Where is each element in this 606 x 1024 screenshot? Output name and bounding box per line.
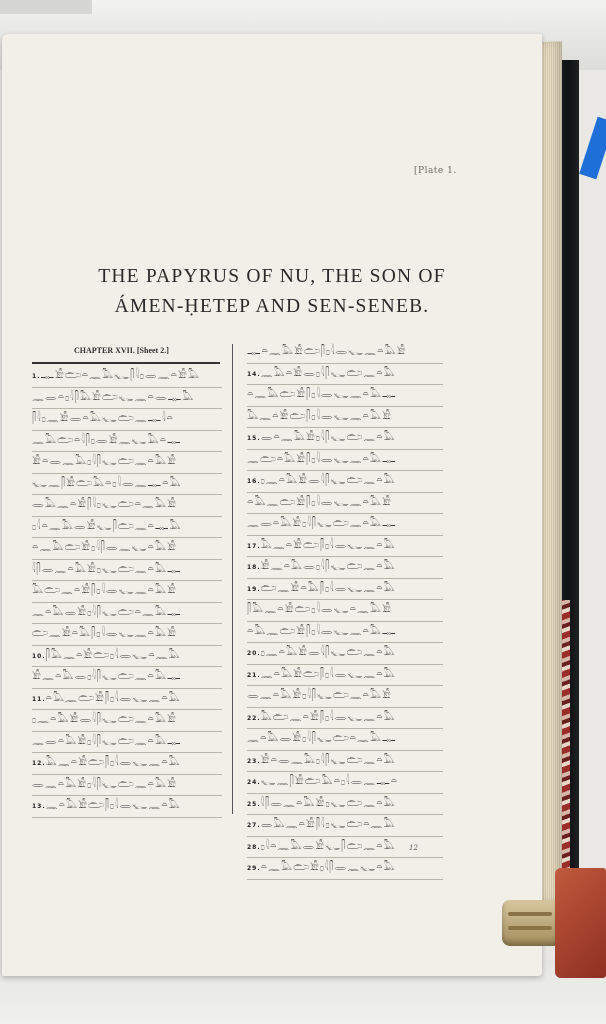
line-number: 25. (247, 800, 261, 808)
hieroglyph-line (247, 514, 443, 536)
hieroglyph-text: 𓇋𓋴𓂋𓈖𓏏𓅓𓀀𓊪𓆑𓂧𓈖𓏏𓅓 (260, 797, 396, 809)
hieroglyph-line (32, 431, 222, 453)
hieroglyph-line (247, 600, 443, 622)
hieroglyph-line (247, 815, 443, 837)
line-number: 14. (247, 370, 261, 378)
hieroglyph-line (247, 493, 443, 515)
hieroglyph-text: 𓏏𓅓𓈖𓂧𓀀𓋴𓊪𓇋𓂋𓆑𓈖𓏏𓅓𓀀 (247, 496, 393, 508)
hieroglyph-line (32, 495, 222, 517)
hieroglyph-text: 𓀀𓏏𓂋𓈖𓅓𓊪𓇋𓋴𓆑𓂧𓈖𓏏𓅓𓀀 (32, 456, 178, 467)
hieroglyph-line (32, 474, 222, 496)
line-number: 23. (247, 757, 261, 765)
line-number: 1. (32, 373, 41, 380)
line-number: 19. (247, 585, 261, 593)
hieroglyph-text: 𓂧𓈖𓀀𓏏𓅓𓋴𓊪𓇋𓂋𓆑𓈖𓏏𓅓𓀀 (32, 628, 178, 639)
hieroglyph-text: 𓂋𓅓𓈖𓏏𓀀𓋴𓇋𓊪𓆑𓂧𓏏𓈖𓅓 (260, 819, 396, 830)
hieroglyph-line (247, 665, 443, 687)
blue-tape (579, 117, 606, 180)
hieroglyph-text: 𓂋𓏏𓈖𓅓𓀀𓊪𓇋𓋴𓆑𓂧𓈖𓏏𓅓 (260, 432, 396, 443)
hieroglyph-line (32, 796, 222, 818)
hieroglyph-text: 𓈖𓅓𓏏𓀀𓂋𓊪𓇋𓋴𓆑𓂧𓈖𓏏𓅓 (260, 367, 396, 379)
stone-weight (555, 868, 606, 978)
background-strip (0, 0, 92, 14)
hieroglyph-column-right (247, 342, 443, 880)
hieroglyph-line (247, 579, 443, 601)
hieroglyph-text: 𓅓𓂧𓈖𓏏𓀀𓋴𓊪𓇋𓂋𓆑𓈖𓏏𓅓 (260, 711, 396, 723)
hieroglyph-line (247, 858, 443, 880)
hieroglyph-text: 𓅓𓂧𓈖𓏏𓀀𓋴𓊪𓇋𓂋𓆑𓈖𓏏𓅓𓀀 (32, 585, 178, 596)
hieroglyph-text: 𓈖𓏏𓅓𓂋𓀀𓊪𓇋𓋴𓆑𓂧𓏏𓈖𓅓𓊃 (247, 733, 397, 744)
hieroglyph-text: 𓈖𓂋𓏏𓅓𓀀𓊪𓇋𓋴𓆑𓂧𓈖𓏏𓅓𓊃 (247, 518, 397, 529)
hieroglyph-text: 𓂋𓈖𓏏𓅓𓀀𓊪𓇋𓋴𓆑𓂧𓈖𓏏𓅓𓀀 (247, 690, 393, 701)
hieroglyph-column-left (32, 366, 222, 818)
page-title-line-1: THE PAPYRUS OF NU, THE SON OF (98, 266, 446, 287)
line-number: 15. (247, 435, 261, 442)
hieroglyph-text: 𓊪𓇋𓏏𓈖𓅓𓂋𓀀𓆑𓋴𓂧𓈖𓏏𓊃𓅓 (32, 520, 182, 532)
hieroglyph-text: 𓅓𓈖𓏏𓀀𓂧𓋴𓊪𓇋𓂋𓆑𓈖𓏏𓅓 (45, 757, 181, 768)
hieroglyph-line (32, 517, 222, 539)
line-number: 24. (247, 779, 261, 786)
hieroglyph-text: 𓈖𓅓𓂧𓏏𓇋𓋴𓊪𓂋𓀀𓈖𓆑𓅓𓏏𓊃 (32, 434, 182, 446)
hieroglyph-line (247, 643, 443, 665)
hieroglyph-line (32, 775, 222, 797)
hieroglyph-text: 𓏏𓈖𓅓𓂧𓀀𓊪𓇋𓋴𓂋𓈖𓆑𓏏𓅓 (260, 862, 396, 873)
hieroglyph-line (247, 364, 443, 386)
hieroglyph-text: 𓅓𓈖𓏏𓀀𓂧𓋴𓊪𓇋𓂋𓆑𓈖𓏏𓅓𓀀 (247, 410, 393, 422)
page-number: 12 (409, 844, 418, 852)
book-page (2, 34, 542, 976)
hieroglyph-line (32, 366, 222, 388)
column-divider (232, 344, 233, 814)
hieroglyph-text: 𓏏𓅓𓈖𓂧𓀀𓋴𓊪𓇋𓂋𓆑𓈖𓏏𓅓𓊃 (247, 625, 397, 637)
hieroglyph-line (32, 689, 222, 711)
line-number: 28. (247, 843, 261, 851)
hieroglyph-line (247, 471, 443, 493)
hieroglyph-text: 𓀀𓈖𓏏𓅓𓂋𓊪𓇋𓋴𓆑𓂧𓈖𓏏𓅓𓊃 (32, 671, 182, 682)
hieroglyph-line (247, 385, 443, 407)
line-number: 29. (247, 865, 261, 872)
hieroglyph-text: 𓊪𓈖𓏏𓅓𓀀𓂋𓇋𓋴𓆑𓂧𓈖𓏏𓅓 (260, 475, 396, 486)
hieroglyph-line (247, 450, 443, 472)
hieroglyph-text: 𓈖𓂋𓏏𓊪𓇋𓋴𓅓𓀀𓂧𓆑𓈖𓏏𓂋𓊃𓅓 (32, 391, 195, 403)
hieroglyph-line (247, 686, 443, 708)
hieroglyph-line (247, 342, 443, 364)
hieroglyph-line (32, 388, 222, 410)
line-number: 12. (32, 760, 46, 767)
hieroglyph-text: 𓊪𓈖𓏏𓅓𓀀𓂋𓇋𓋴𓆑𓂧𓈖𓏏𓅓𓀀 (32, 714, 178, 725)
hieroglyph-line (32, 560, 222, 582)
hieroglyph-line (32, 624, 222, 646)
line-number: 11. (32, 695, 46, 703)
hieroglyph-text: 𓈖𓏏𓅓𓀀𓂧𓋴𓊪𓇋𓂋𓆑𓈖𓏏𓅓 (45, 800, 181, 811)
hieroglyph-text: 𓊃𓏏𓈖𓅓𓀀𓂧𓋴𓊪𓇋𓂋𓆑𓈖𓏏𓅓𓀀 (247, 346, 407, 357)
hieroglyph-line (247, 708, 443, 730)
heading-rule (32, 362, 220, 364)
hieroglyph-text: 𓋴𓇋𓊪𓈖𓀀𓂋𓏏𓅓𓆑𓂧𓈖𓊃𓇋𓏏 (32, 413, 174, 424)
line-number: 13. (32, 803, 46, 810)
line-number: 20. (247, 650, 261, 657)
hieroglyph-text: 𓏏𓅓𓈖𓂧𓀀𓋴𓊪𓇋𓂋𓆑𓈖𓏏𓅓 (45, 692, 181, 704)
hieroglyph-line (32, 667, 222, 689)
hieroglyph-line (247, 751, 443, 773)
hieroglyph-line (247, 622, 443, 644)
hieroglyph-text: 𓀀𓈖𓏏𓅓𓂋𓊪𓇋𓋴𓆑𓂧𓈖𓏏𓅓 (260, 561, 396, 572)
hieroglyph-text: 𓅓𓈖𓏏𓀀𓂧𓋴𓊪𓇋𓂋𓆑𓈖𓏏𓅓 (260, 539, 396, 551)
hieroglyph-line (247, 729, 443, 751)
hieroglyph-line (247, 536, 443, 558)
line-number: 10. (32, 652, 46, 660)
hieroglyph-text: 𓇋𓋴𓂋𓈖𓏏𓅓𓀀𓊪𓆑𓂧𓈖𓏏𓅓𓊃 (32, 563, 182, 575)
hieroglyph-text: 𓆑𓈖𓋴𓀀𓂧𓅓𓏏𓊪𓇋𓂋𓈖𓊃𓏏𓅓 (32, 477, 182, 489)
book-clasp (502, 900, 558, 946)
hieroglyph-line (32, 581, 222, 603)
hieroglyph-text: 𓈖𓂧𓏏𓅓𓀀𓋴𓊪𓇋𓂋𓆑𓈖𓏏𓅓𓊃 (247, 453, 397, 465)
chapter-heading: CHAPTER XVII. [Sheet 2.] (74, 346, 169, 355)
line-number: 22. (247, 714, 261, 722)
hieroglyph-line (32, 409, 222, 431)
hieroglyph-text: 𓆑𓈖𓋴𓀀𓂧𓅓𓏏𓊪𓇋𓂋𓈖𓊃𓏏 (260, 776, 399, 787)
hieroglyph-line (32, 732, 222, 754)
hieroglyph-text: 𓂋𓅓𓈖𓏏𓀀𓋴𓇋𓊪𓆑𓂧𓏏𓈖𓅓𓀀 (32, 499, 178, 510)
hieroglyph-line (247, 794, 443, 816)
hieroglyph-line (247, 407, 443, 429)
hieroglyph-text: 𓈖𓏏𓅓𓀀𓂧𓋴𓊪𓇋𓂋𓆑𓈖𓏏𓅓 (260, 668, 396, 680)
hieroglyph-line (32, 710, 222, 732)
line-number: 16. (247, 478, 261, 485)
hieroglyph-text: 𓀀𓏏𓂋𓈖𓅓𓊪𓇋𓋴𓆑𓂧𓈖𓏏𓅓 (260, 754, 396, 766)
hieroglyph-line (32, 452, 222, 474)
hieroglyph-text: 𓊪𓇋𓏏𓈖𓅓𓂋𓀀𓆑𓋴𓂧𓈖𓏏𓅓 (260, 840, 396, 852)
hieroglyph-text: 𓂋𓈖𓏏𓅓𓀀𓊪𓇋𓋴𓆑𓂧𓈖𓏏𓅓𓀀 (32, 778, 178, 790)
line-number: 27. (247, 822, 261, 829)
hieroglyph-text: 𓏏𓈖𓅓𓂧𓀀𓋴𓊪𓇋𓂋𓆑𓈖𓏏𓅓𓊃 (247, 389, 397, 400)
hieroglyph-line (247, 772, 443, 794)
hieroglyph-text: 𓂧𓈖𓀀𓏏𓅓𓋴𓊪𓇋𓂋𓆑𓈖𓏏𓅓 (260, 582, 396, 594)
hieroglyph-text: 𓊃𓀀𓂧𓏏𓈖𓅓𓆑𓋴𓇋𓊪𓂋𓈖𓏏𓀀𓅓 (40, 370, 201, 381)
hieroglyph-text: 𓈖𓂋𓏏𓅓𓀀𓊪𓇋𓋴𓆑𓂧𓈖𓏏𓅓𓊃 (32, 735, 182, 747)
hieroglyph-text: 𓋴𓅓𓈖𓏏𓀀𓂧𓊪𓇋𓂋𓆑𓏏𓈖𓅓 (45, 649, 181, 661)
hieroglyph-text: 𓈖𓏏𓅓𓂋𓀀𓊪𓇋𓋴𓆑𓂧𓏏𓈖𓅓𓊃 (32, 606, 182, 618)
plate-label: [Plate 1. (414, 166, 457, 176)
hieroglyph-line (32, 753, 222, 775)
hieroglyph-text: 𓊪𓈖𓏏𓅓𓀀𓂋𓇋𓋴𓆑𓂧𓈖𓏏𓅓 (260, 647, 396, 658)
hieroglyph-line (32, 538, 222, 560)
hieroglyph-line (32, 646, 222, 668)
hieroglyph-text: 𓋴𓅓𓈖𓏏𓀀𓂧𓊪𓇋𓂋𓆑𓏏𓈖𓅓𓀀 (247, 604, 393, 615)
page-title-line-2: ÁMEN-ḤETEP AND SEN-SENEB. (114, 296, 430, 317)
line-number: 21. (247, 671, 261, 679)
hieroglyph-line (247, 428, 443, 450)
hieroglyph-line (247, 557, 443, 579)
hieroglyph-line (32, 603, 222, 625)
line-number: 18. (247, 564, 261, 571)
hieroglyph-text: 𓏏𓈖𓅓𓂧𓀀𓊪𓇋𓋴𓂋𓈖𓆑𓏏𓅓𓀀 (32, 542, 178, 553)
line-number: 17. (247, 542, 261, 550)
